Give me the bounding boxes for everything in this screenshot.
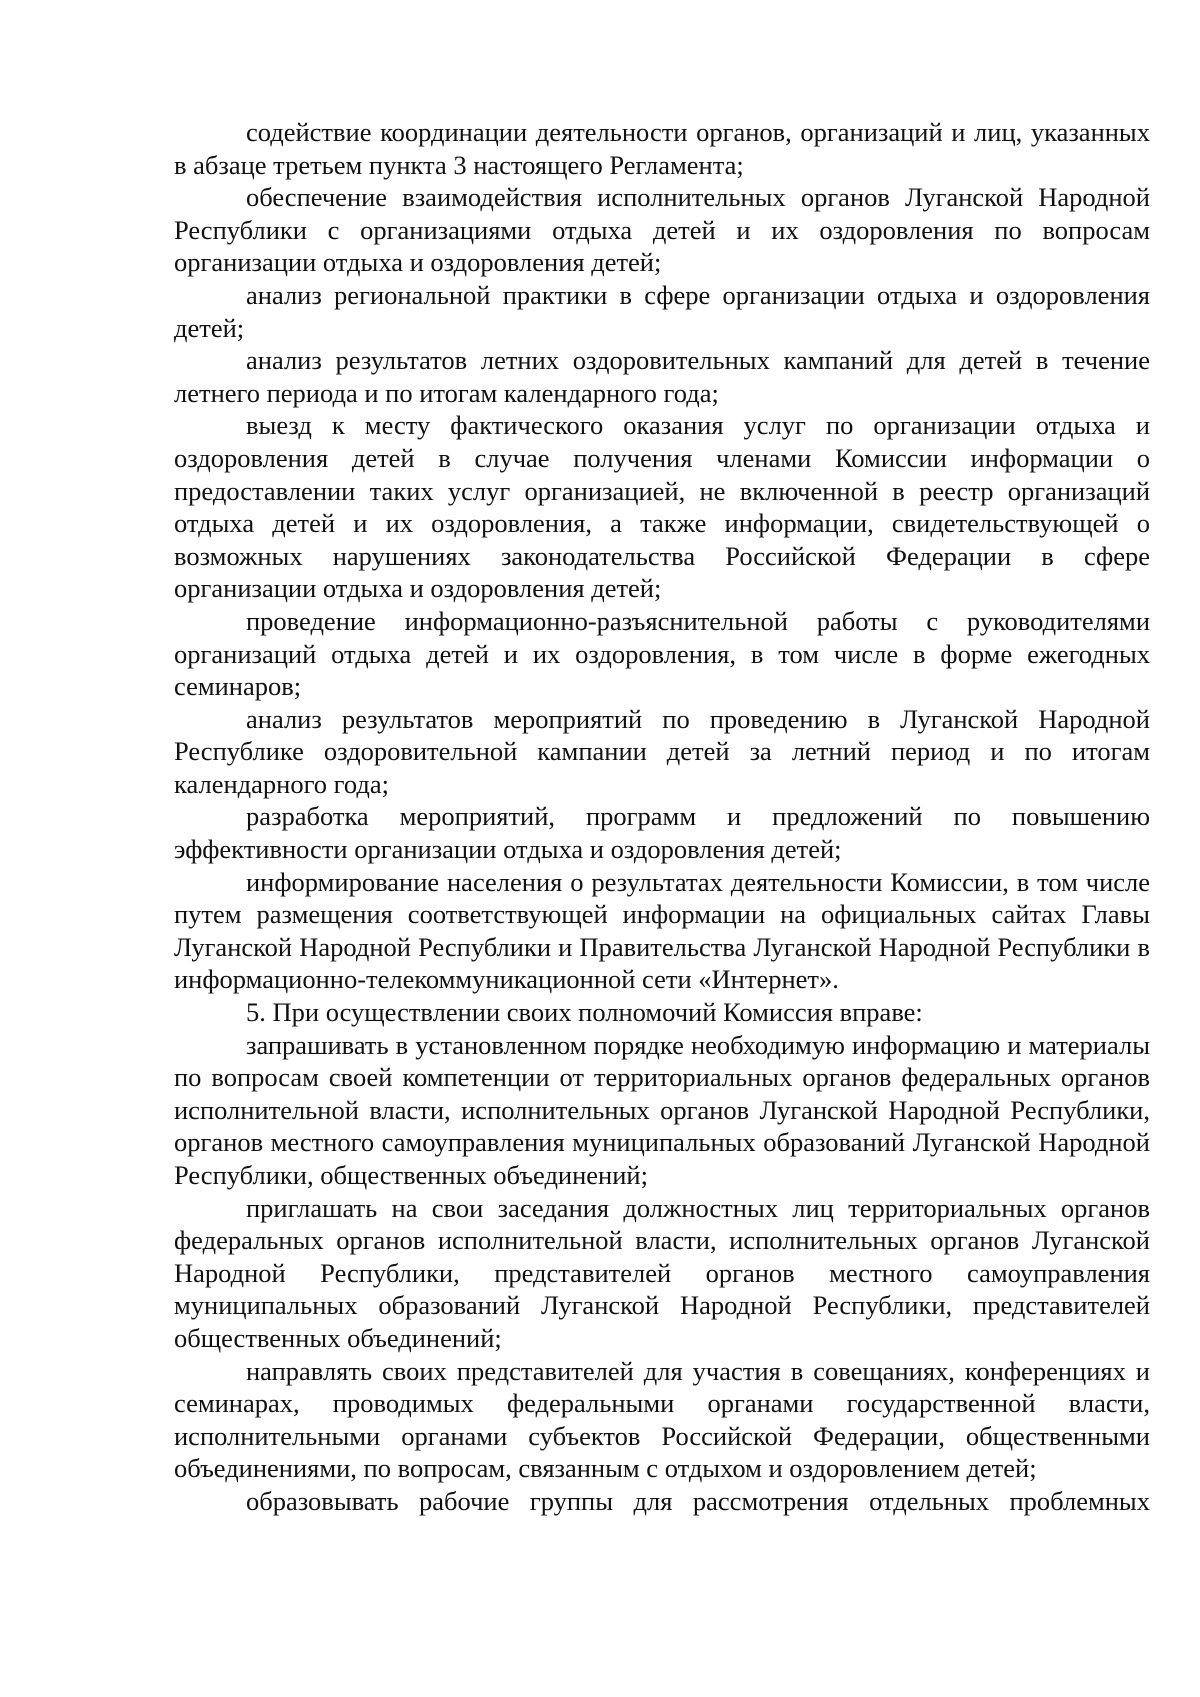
paragraph-site-visit: выезд к месту фактического оказания услуг по организации отдыха и оздоровления детей в случае получения членами Комиссии информации о предоставлении таких услуг организацией, не включенной в реестр организаций отдыха детей и их оздоровления, а также информации, свидетельствующей о возможных нарушениях законодательства Российской Федерации в сфере организации отдыха и оздоровления детей; <box>174 410 1150 604</box>
paragraph-regional-practice: анализ региональной практики в сфере организации отдыха и оздоровления детей; <box>174 279 1150 343</box>
paragraph-coordination: содействие координации деятельности органов, организаций и лиц, указанных в абзаце третьем пункта 3 настоящего Регламента; <box>174 117 1150 180</box>
paragraph-working-groups: образовывать рабочие группы для рассмотрения отдельных проблемных <box>246 1485 1150 1516</box>
paragraph-interaction: обеспечение взаимодействия исполнительных органов Луганской Народной Республики с организациями отдыха детей и их оздоровления по вопросам организации отдыха и оздоровления детей; <box>174 182 1150 278</box>
paragraph-summer-campaigns: анализ результатов летних оздоровительных кампаний для детей в течение летнего периода и по итогам календарного года; <box>174 345 1150 408</box>
paragraph-informing: информирование населения о результатах деятельности Комиссии, в том числе путем размещения соответствующей информации на официальных сайтах Главы Луганской Народной Республики и Правительства Луганской Народной Республики в информационно-телекоммуникационной сети «Интернет». <box>174 866 1150 995</box>
document-page <box>174 116 1150 1518</box>
paragraph-results-analysis: анализ результатов мероприятий по проведению в Луганской Народной Республике оздоровительной кампании детей за летний период и по итогам календарного года; <box>174 703 1150 799</box>
paragraph-development: разработка мероприятий, программ и предложений по повышению эффективности организации отдыха и оздоровления детей; <box>174 801 1150 865</box>
paragraph-invite-officials: приглашать на свои заседания должностных лиц территориальных органов федеральных органов исполнительной власти, исполнительных органов Луганской Народной Республики, представителей органов местного самоуправления муниципальных образований Луганской Народной Республики, представителей общественных объединений; <box>174 1192 1150 1353</box>
paragraph-request-information: запрашивать в установленном порядке необходимую информацию и материалы по вопросам своей компетенции от территориальных органов федеральных органов исполнительной власти, исполнительных органов Луганской Народной Республики, органов местного самоуправления муниципальных образований Луганской Народной Республики, общественных объединений; <box>174 1029 1150 1190</box>
paragraph-send-representatives: направлять своих представителей для участия в совещаниях, конференциях и семинарах, проводимых федеральными органами государственной власти, исполнительными органами субъектов Российской Федерации, общественными объединениями, по вопросам, связанным с отдыхом и оздоровлением детей; <box>174 1355 1150 1484</box>
paragraph-outreach: проведение информационно-разъяснительной работы с руководителями организаций отдыха детей и их оздоровления, в том числе в форме ежегодных семинаров; <box>174 605 1150 702</box>
paragraph-section-5-heading: 5. При осуществлении своих полномочий Комиссия вправе: <box>246 997 923 1028</box>
